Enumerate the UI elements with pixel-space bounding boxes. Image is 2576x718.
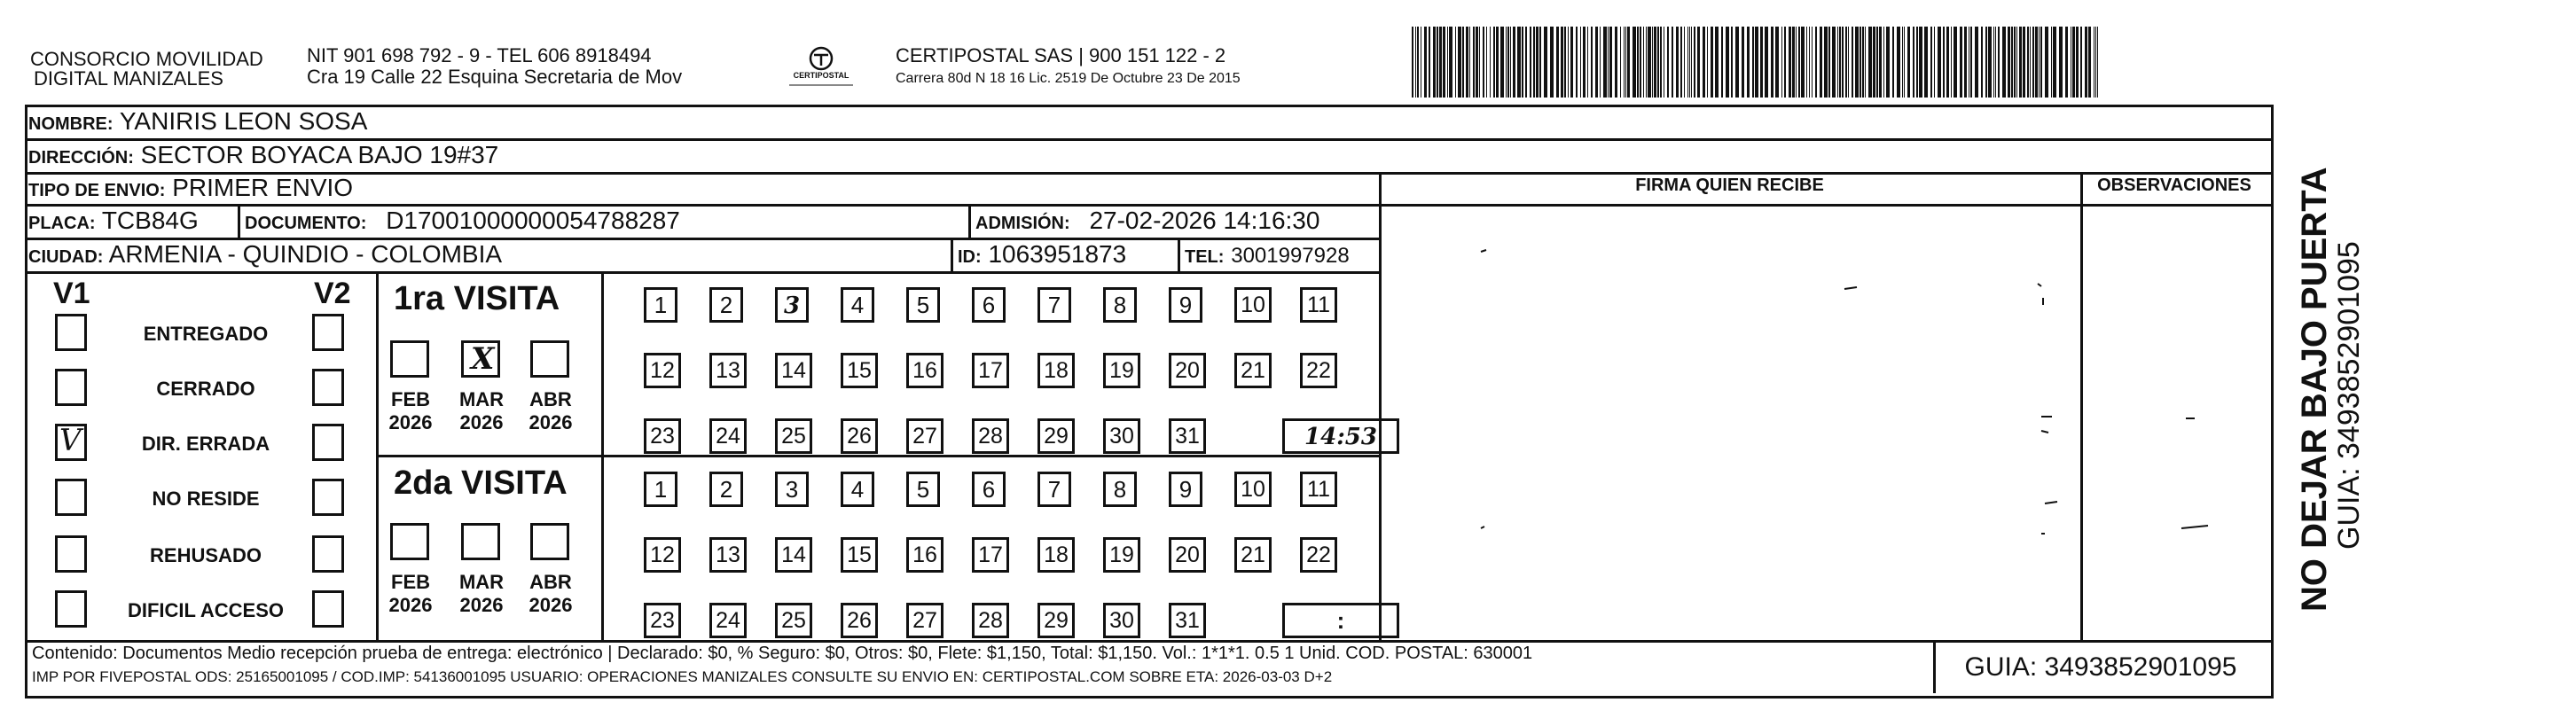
day-number: 25 [781,608,806,633]
placa-value: TCB84G [101,207,199,234]
day-box[interactable] [1169,287,1202,323]
day-number: 15 [847,358,872,383]
year-label: 2026 [529,594,573,616]
day-number: 12 [650,542,675,567]
observaciones-header [2080,176,2268,196]
observaciones-label: OBSERVACIONES [2097,176,2251,195]
admision-value: 27-02-2026 14:16:30 [1089,207,1320,234]
day-box[interactable] [775,287,809,323]
day-box[interactable] [1037,537,1075,573]
day-number: 21 [1241,358,1265,383]
nombre-value: YANIRIS LEON SOSA [119,107,368,135]
day-box[interactable] [972,472,1006,507]
status-label: DIFICIL ACCESO [127,599,284,621]
day-number: 23 [650,608,675,633]
day-number: 26 [847,608,872,633]
day-number: 4 [850,292,865,318]
day-box[interactable] [709,353,747,388]
day-box[interactable] [1300,537,1337,573]
nombre-label: NOMBRE: [28,114,114,134]
year-label: 2026 [388,411,433,433]
v1-checkbox[interactable] [55,590,87,628]
status-label: DIR. ERRADA [141,433,270,455]
month-label: ABR [529,571,572,593]
day-number: 10 [1241,293,1265,317]
day-number: 29 [1044,424,1069,449]
documento-value: D17001000000054788287 [386,207,680,234]
time-value: : [1336,607,1345,634]
v2-checkbox[interactable] [312,535,344,573]
day-box[interactable] [644,287,677,323]
direccion-row [28,140,498,173]
day-box[interactable] [841,537,878,573]
divider [968,204,971,238]
day-number: 31 [1175,424,1200,449]
side-guia: GUIA: 3493852901095 [2332,241,2366,550]
v2-label: V2 [314,277,351,310]
day-number: 18 [1044,358,1069,383]
day-box[interactable] [644,418,681,454]
side-no-dejar: NO DEJAR BAJO PUERTA [2295,167,2334,612]
month-checkbox[interactable] [461,523,500,560]
day-box[interactable] [1103,353,1140,388]
tel-cell [1185,239,1350,272]
year-label: 2026 [459,594,504,616]
day-box[interactable] [1037,603,1075,638]
tipo-envio-value: PRIMER ENVIO [172,174,354,201]
day-box[interactable] [775,472,809,507]
ciudad-cell [28,239,502,272]
day-number: 20 [1175,542,1200,567]
day-number: 2 [719,476,733,503]
day-box[interactable] [644,537,681,573]
v1-checkbox[interactable] [55,369,87,406]
direccion-label: DIRECCIÓN: [28,148,134,168]
v2-checkbox[interactable] [312,369,344,406]
month-label: ABR [529,388,572,410]
day-box[interactable] [775,537,812,573]
divider [601,271,604,640]
day-number: 22 [1306,358,1331,383]
v1-checkbox[interactable] [55,424,87,461]
month-label: MAR [458,571,505,593]
day-box[interactable] [841,353,878,388]
day-box[interactable] [841,603,878,638]
day-number: 1 [654,292,668,318]
day-number: 13 [716,542,740,567]
v1-mark: V [59,423,82,458]
day-box[interactable] [1103,603,1140,638]
day-number: 26 [847,424,872,449]
id-cell [958,239,1126,272]
month-mark: X [471,341,495,377]
day-box[interactable] [906,287,940,323]
day-box[interactable] [1037,418,1075,454]
day-box[interactable] [1037,287,1071,323]
day-box[interactable] [1103,537,1140,573]
year-label: 2026 [459,411,504,433]
month-checkbox[interactable] [390,340,429,378]
day-number: 1 [654,476,668,503]
day-box[interactable] [1103,287,1137,323]
day-box[interactable] [1234,353,1272,388]
nombre-row [28,106,367,139]
day-box[interactable] [972,418,1009,454]
day-number: 17 [978,542,1003,567]
day-box[interactable] [1037,353,1075,388]
day-box[interactable] [906,353,943,388]
tel-label: TEL: [1185,247,1225,267]
day-number: 27 [912,608,937,633]
day-number: 21 [1241,542,1265,567]
day-number: 30 [1109,608,1134,633]
day-box[interactable] [709,418,747,454]
v1-checkbox[interactable] [55,479,87,516]
day-box[interactable] [1300,472,1337,507]
day-number: 16 [912,542,937,567]
day-box[interactable] [644,603,681,638]
day-box[interactable] [709,603,747,638]
day-box[interactable] [709,287,743,323]
footer-imp: IMP POR FIVEPOSTAL ODS: 25165001095 / COD.IMP: 54136001095 USUARIO: OPERACIONES MANIZALES CONSULTE SU ENVIO EN: CERTIPOSTAL.COM SOBRE ETA: 2026-03-03 D+2 [32,668,1333,685]
courier-name: CERTIPOSTAL SAS | 900 151 122 - 2 [896,44,1226,66]
day-box[interactable] [1234,537,1272,573]
day-box[interactable] [906,418,943,454]
day-number: 19 [1109,358,1134,383]
status-label: ENTREGADO [143,323,269,345]
day-number: 15 [847,542,872,567]
certipostal-logo-text: CERTIPOSTAL [793,71,850,80]
day-number: 6 [982,476,996,503]
time-box[interactable] [1282,603,1399,638]
day-box[interactable] [1234,472,1272,507]
divider [376,455,1382,457]
day-box[interactable] [841,418,878,454]
day-box[interactable] [841,472,874,507]
ciudad-label: CIUDAD: [28,247,104,267]
day-number: 28 [978,608,1003,633]
ciudad-value: ARMENIA - QUINDIO - COLOMBIA [108,240,503,268]
day-box[interactable] [972,287,1006,323]
day-number: 30 [1109,424,1134,449]
day-number: 9 [1178,292,1193,318]
direccion-value: SECTOR BOYACA BAJO 19#37 [140,141,499,168]
month-label: FEB [391,571,430,593]
day-box[interactable] [1234,287,1272,323]
visit1-title: 1ra VISITA [394,280,560,317]
day-number: 3 [785,476,799,503]
divider [1178,238,1180,271]
courier-address: Carrera 80d N 18 16 Lic. 2519 De Octubre 23 De 2015 [896,71,1241,86]
day-number: 12 [650,358,675,383]
day-box[interactable] [644,353,681,388]
day-number: 10 [1241,477,1265,502]
day-number: 6 [982,292,996,318]
v1-label: V1 [53,277,90,310]
status-label: CERRADO [156,378,255,400]
sender-nit: NIT 901 698 792 - 9 - TEL 606 8918494 [307,44,652,66]
month-checkbox[interactable] [530,523,569,560]
day-box[interactable] [906,603,943,638]
day-box[interactable] [775,353,812,388]
month-label: FEB [391,388,430,410]
sender-name-line2: DIGITAL MANIZALES [34,67,223,90]
day-number: 13 [716,358,740,383]
day-box[interactable] [972,603,1009,638]
day-number: 3 [783,293,801,319]
day-number: 17 [978,358,1003,383]
day-box[interactable] [709,472,743,507]
day-number: 14 [781,358,806,383]
admision-cell [975,206,1319,238]
day-box[interactable] [1103,418,1140,454]
day-box[interactable] [972,537,1009,573]
placa-cell [28,206,199,238]
status-label: NO RESIDE [152,488,260,510]
v2-checkbox[interactable] [312,590,344,628]
tel-value: 3001997928 [1231,244,1350,268]
day-box[interactable] [1103,472,1137,507]
day-box[interactable] [1169,353,1206,388]
month-checkbox[interactable] [390,523,429,560]
barcode [1410,27,2102,98]
day-box[interactable] [1169,472,1202,507]
day-number: 24 [716,608,740,633]
status-label: REHUSADO [150,544,262,566]
day-box[interactable] [1037,472,1071,507]
documento-cell [245,206,680,238]
placa-label: PLACA: [28,214,96,233]
day-number: 29 [1044,608,1069,633]
day-number: 28 [978,424,1003,449]
id-label: ID: [958,247,982,267]
firma-header [1379,176,2080,196]
day-number: 24 [716,424,740,449]
day-number: 11 [1307,477,1330,502]
day-number: 25 [781,424,806,449]
year-label: 2026 [529,411,573,433]
day-box[interactable] [1169,603,1206,638]
day-box[interactable] [1300,353,1337,388]
day-box[interactable] [972,353,1009,388]
firma-label: FIRMA QUIEN RECIBE [1635,176,1824,195]
day-number: 5 [916,476,930,503]
sender-name-line1: CONSORCIO MOVILIDAD [30,48,263,70]
day-box[interactable] [775,603,812,638]
day-box[interactable] [709,537,747,573]
signature-area-marks [1383,213,2261,629]
v2-checkbox[interactable] [312,479,344,516]
v1-checkbox[interactable] [55,314,87,351]
divider [238,204,240,238]
id-value: 1063951873 [988,240,1127,268]
day-box[interactable] [644,472,677,507]
day-box[interactable] [841,287,874,323]
day-number: 9 [1178,476,1193,503]
day-number: 16 [912,358,937,383]
time-box[interactable] [1282,418,1399,454]
certipostal-logo [780,44,862,94]
day-number: 4 [850,476,865,503]
day-number: 18 [1044,542,1069,567]
time-value: 14:53 [1304,424,1377,450]
sender-address: Cra 19 Calle 22 Esquina Secretaria de Mov [307,66,683,88]
divider [951,238,953,271]
day-box[interactable] [906,472,940,507]
day-number: 11 [1307,293,1330,317]
day-box[interactable] [1169,418,1206,454]
footer-contenido: Contenido: Documentos Medio recepción prueba de entrega: electrónico | Declarado: $0, % Seguro: $0, Otros: $0, Flete: $1,150, Total: $1,150. Vol.: 1*1*1. 0.5 1 Unid. COD. POSTAL: 630001 [32,644,1533,663]
day-box[interactable] [1300,287,1337,323]
day-number: 5 [916,292,930,318]
day-number: 27 [912,424,937,449]
visit2-title: 2da VISITA [394,464,568,502]
day-number: 22 [1306,542,1331,567]
divider [1379,172,1382,640]
day-number: 8 [1113,476,1127,503]
footer-guia: GUIA: 3493852901095 [1964,652,2237,682]
day-number: 2 [719,292,733,318]
day-box[interactable] [906,537,943,573]
day-number: 19 [1109,542,1134,567]
tipo-envio-row [28,173,353,206]
month-label: MAR [458,388,505,410]
day-number: 8 [1113,292,1127,318]
day-number: 23 [650,424,675,449]
tipo-envio-label: TIPO DE ENVIO: [28,181,166,200]
admision-label: ADMISIÓN: [975,214,1070,233]
documento-label: DOCUMENTO: [245,214,367,233]
month-checkbox[interactable] [530,340,569,378]
v2-checkbox[interactable] [312,314,344,351]
v1-checkbox[interactable] [55,535,87,573]
v2-checkbox[interactable] [312,424,344,461]
day-number: 7 [1047,292,1061,318]
day-number: 7 [1047,476,1061,503]
day-number: 14 [781,542,806,567]
day-box[interactable] [1169,537,1206,573]
divider [376,271,379,640]
month-checkbox[interactable] [461,340,500,378]
day-box[interactable] [775,418,812,454]
year-label: 2026 [388,594,433,616]
day-number: 31 [1175,608,1200,633]
day-number: 20 [1175,358,1200,383]
